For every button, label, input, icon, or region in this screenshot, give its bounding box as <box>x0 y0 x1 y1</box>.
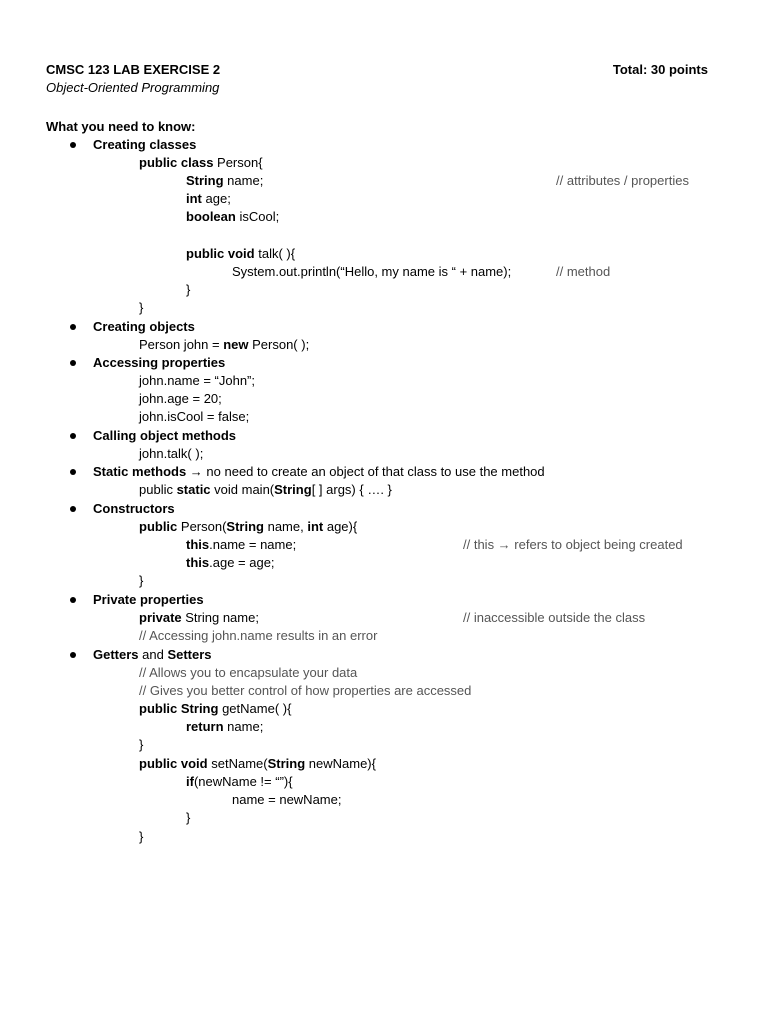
text-segment: Person{ <box>213 155 263 170</box>
code-comment: // this → refers to object being created <box>463 537 683 552</box>
text-segment: Getters <box>93 647 139 662</box>
text-segment: void main( <box>210 482 275 497</box>
section-heading <box>93 500 175 518</box>
code-line <box>186 190 231 208</box>
text-segment: newName){ <box>305 756 376 771</box>
text-segment: Person john = <box>139 337 224 352</box>
text-segment: int <box>307 519 324 534</box>
code-line <box>186 536 296 554</box>
text-segment: setName( <box>207 756 268 771</box>
code-line <box>139 390 222 408</box>
text-segment: john.isCool = false; <box>139 409 250 424</box>
code-line <box>186 208 279 226</box>
bullet-icon <box>69 354 79 372</box>
text-segment: name, <box>263 519 308 534</box>
text-segment: } <box>186 282 191 297</box>
text-segment: Calling object methods <box>93 428 237 443</box>
code-line <box>186 554 275 572</box>
text-segment: Private properties <box>93 592 204 607</box>
text-segment: // Accessing john.name results in an error <box>139 628 378 643</box>
bullet-icon <box>69 591 79 609</box>
text-segment: john.age = 20; <box>139 391 222 406</box>
text-segment: } <box>139 737 144 752</box>
text-segment: // Allows you to encapsulate your data <box>139 665 358 680</box>
code-line <box>46 118 196 136</box>
text-segment: What you need to know: <box>46 119 196 134</box>
text-segment: isCool; <box>235 209 280 224</box>
bullet-icon <box>69 427 79 445</box>
code-line <box>139 572 143 590</box>
text-segment: → no need to create an object of that class to use the method <box>186 464 545 479</box>
code-line <box>232 263 511 281</box>
text-segment: age){ <box>323 519 358 534</box>
section-heading <box>93 591 204 609</box>
code-line <box>186 718 263 736</box>
code-line <box>139 336 309 354</box>
lab-title: CMSC 123 LAB EXERCISE 2 <box>46 62 221 77</box>
code-line <box>139 299 143 317</box>
code-line <box>139 828 143 846</box>
text-segment: name; <box>223 173 264 188</box>
text-segment: age; <box>201 191 231 206</box>
text-segment: } <box>186 810 191 825</box>
code-line <box>139 627 377 645</box>
lab-subtitle: Object-Oriented Programming <box>46 80 220 95</box>
text-segment: this <box>186 555 210 570</box>
text-segment: // Gives you better control of how properties are accessed <box>139 683 472 698</box>
code-line <box>139 736 143 754</box>
text-segment: static <box>176 482 211 497</box>
bullet-icon <box>69 500 79 518</box>
text-segment: public <box>139 482 177 497</box>
text-segment: } <box>139 829 144 844</box>
text-segment: this <box>186 537 210 552</box>
code-line <box>139 445 203 463</box>
code-line <box>232 791 341 809</box>
text-segment: public void <box>186 246 255 261</box>
code-line <box>186 245 295 263</box>
text-segment: String <box>267 756 306 771</box>
text-segment: john.talk( ); <box>139 446 204 461</box>
code-line <box>139 609 259 627</box>
text-segment: String <box>226 519 264 534</box>
code-line <box>139 408 249 426</box>
bullet-icon <box>69 463 79 481</box>
text-segment: Constructors <box>93 501 175 516</box>
code-line <box>186 172 263 190</box>
section-heading <box>93 136 196 154</box>
code-line <box>139 372 255 390</box>
text-segment: public class <box>139 155 214 170</box>
code-line <box>139 755 376 773</box>
text-segment: name = newName; <box>232 792 342 807</box>
code-line <box>139 682 471 700</box>
section-heading <box>93 427 236 445</box>
text-segment: String name; <box>181 610 259 625</box>
text-segment: boolean <box>186 209 236 224</box>
bullet-icon <box>69 136 79 154</box>
text-segment: if <box>186 774 194 789</box>
text-segment: Creating classes <box>93 137 197 152</box>
text-segment: name; <box>223 719 264 734</box>
text-segment: Creating objects <box>93 319 195 334</box>
code-comment: // attributes / properties <box>556 173 689 188</box>
total-points: Total: 30 points <box>612 62 708 77</box>
text-segment: .age = age; <box>209 555 275 570</box>
bullet-icon <box>69 318 79 336</box>
code-comment: // inaccessible outside the class <box>463 610 646 625</box>
text-segment: .name = name; <box>209 537 297 552</box>
text-segment: Static methods <box>93 464 187 479</box>
text-segment: } <box>139 573 144 588</box>
code-line <box>186 809 190 827</box>
code-line <box>139 700 291 718</box>
text-segment: public String <box>139 701 219 716</box>
bullet-icon <box>69 646 79 664</box>
text-segment: String <box>186 173 224 188</box>
section-heading <box>93 318 195 336</box>
text-segment: public void <box>139 756 208 771</box>
text-segment: int <box>186 191 202 206</box>
text-segment: return <box>186 719 224 734</box>
text-segment: john.name = “John”; <box>139 373 255 388</box>
text-segment: Person( ); <box>248 337 310 352</box>
text-segment: (newName != “”){ <box>193 774 293 789</box>
code-line <box>139 481 392 499</box>
code-line <box>186 281 190 299</box>
text-segment: System.out.println(“Hello, my name is “ + name); <box>232 264 512 279</box>
code-comment: // method <box>556 264 611 279</box>
section-heading <box>93 354 225 372</box>
text-segment: } <box>139 300 144 315</box>
code-line <box>186 773 293 791</box>
text-segment: public <box>139 519 178 534</box>
text-segment: Person( <box>177 519 227 534</box>
text-segment: String <box>274 482 312 497</box>
code-line <box>139 518 357 536</box>
text-segment: and <box>138 647 168 662</box>
section-heading <box>93 463 545 481</box>
code-line <box>139 664 357 682</box>
text-segment: Setters <box>167 647 212 662</box>
code-line <box>139 154 263 172</box>
text-segment: talk( ){ <box>254 246 296 261</box>
text-segment: Accessing properties <box>93 355 226 370</box>
text-segment: new <box>223 337 249 352</box>
section-heading <box>93 646 212 664</box>
text-segment: [ ] args) { …. } <box>311 482 392 497</box>
text-segment: private <box>139 610 182 625</box>
text-segment: getName( ){ <box>218 701 292 716</box>
